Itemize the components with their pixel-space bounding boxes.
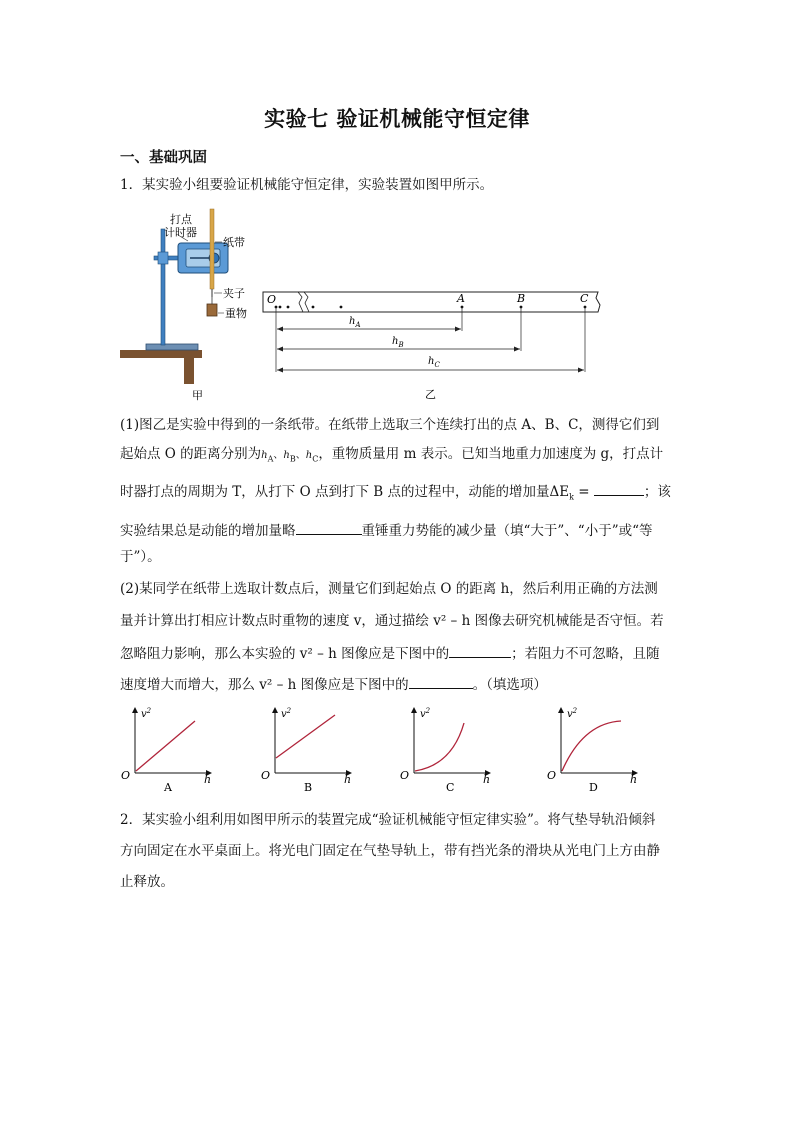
graph-D-origin: O bbox=[547, 769, 557, 782]
graph-D bbox=[547, 707, 637, 794]
dot bbox=[340, 306, 343, 309]
question-1-intro: 1．某实验小组要验证机械能守恒定律，实验装置如图甲所示。 bbox=[120, 177, 494, 193]
q1-part2-line3-a: 忽略阻力影响，那么本实验的 v² – h 图像应是下图中的 bbox=[120, 646, 450, 662]
table-top bbox=[120, 350, 202, 358]
label-timer-2: 计时器 bbox=[164, 226, 197, 239]
answer-blank-delta-ek[interactable] bbox=[594, 482, 644, 496]
q1-part2-line4 bbox=[120, 675, 547, 694]
graph-options bbox=[115, 703, 655, 799]
dot bbox=[312, 306, 315, 309]
point-B-label: B bbox=[517, 292, 526, 305]
q1-part1-line2: 起始点 O 的距离分别为$h_A$、$h_B$、$h_C$，重物质量用 m 表示。已知当地重力加速度为 g，打点计 bbox=[120, 446, 664, 464]
q1-part1-line1: (1)图乙是实验中得到的一条纸带。在纸带上选取三个连续打出的点 A、B、C，测得它们到 bbox=[120, 417, 660, 433]
q1-part2-line2: 量并计算出打相应计数点时重物的速度 v，通过描绘 v² – h 图像去研究机械能是否守恒。若 bbox=[120, 613, 664, 629]
q1-part2-line3 bbox=[120, 644, 660, 663]
q1-part1-line4 bbox=[120, 521, 653, 540]
label-tape: 纸带 bbox=[223, 236, 245, 249]
q1-part2-line4-a: 速度增大而增大，那么 v² – h 图像应是下图中的 bbox=[120, 677, 409, 693]
graph-A-curve bbox=[136, 721, 195, 771]
graph-B-letter: B bbox=[304, 781, 313, 794]
dot bbox=[279, 306, 282, 309]
graph-D-ylabel: $v^2$ bbox=[567, 707, 578, 720]
q1-part1-line3-a: 时器打点的周期为 T，从打下 O 点到打下 B 点的过程中，动能的增加量ΔE bbox=[120, 484, 570, 500]
graph-B-ylabel: $v^2$ bbox=[281, 707, 292, 720]
stand-base bbox=[146, 344, 198, 350]
graph-C-xlabel: h bbox=[483, 773, 491, 786]
figure-tape bbox=[258, 285, 608, 400]
point-C-label: C bbox=[580, 292, 589, 305]
label-clip: 夹子 bbox=[223, 287, 245, 300]
graph-C bbox=[400, 707, 490, 794]
graph-C-origin: O bbox=[400, 769, 410, 782]
q1-part2-line4-b: 。（填选项） bbox=[472, 677, 547, 693]
q1-part1-line2-h: h bbox=[261, 450, 268, 461]
point-A-label: A bbox=[457, 292, 465, 305]
graph-A-origin: O bbox=[121, 769, 131, 782]
table-leg bbox=[184, 358, 194, 384]
question-2-line1: 2．某实验小组利用如图甲所示的装置完成“验证机械能守恒定律实验”。将气垫导轨沿倾斜 bbox=[120, 812, 656, 828]
graph-C-letter: C bbox=[446, 781, 455, 794]
graph-C-ylabel: $v^2$ bbox=[420, 707, 431, 720]
graph-A-xlabel: h bbox=[204, 773, 212, 786]
graph-A bbox=[121, 707, 211, 794]
q1-part1-line5: 于”）。 bbox=[120, 549, 161, 565]
weight-block bbox=[207, 304, 217, 316]
label-hB: $h_B$ bbox=[392, 336, 404, 349]
q1-part1-line4-b: 重锤重力势能的减少量（填“大于”、“小于”或“等 bbox=[361, 523, 653, 539]
section-heading: 一、基础巩固 bbox=[120, 150, 207, 166]
answer-blank-graph-2[interactable] bbox=[409, 675, 473, 689]
label-weight: 重物 bbox=[225, 307, 247, 320]
graph-B-xlabel: h bbox=[344, 773, 352, 786]
stand-rod bbox=[161, 229, 165, 345]
q1-part2-line3-b: ；若阻力不可忽略，且随 bbox=[511, 646, 660, 662]
graph-B-curve bbox=[276, 715, 335, 758]
q1-part1-line4-a: 实验结果总是动能的增加量略 bbox=[120, 523, 296, 539]
q1-part1-line3-k: k bbox=[569, 492, 574, 502]
stand-clamp bbox=[158, 252, 168, 264]
graph-D-letter: D bbox=[589, 781, 598, 794]
graph-B-origin: O bbox=[261, 769, 271, 782]
q1-part1-line2-a: 起始点 O 的距离分别为 bbox=[120, 446, 262, 462]
graph-A-letter: A bbox=[164, 781, 172, 794]
graph-A-ylabel: $v^2$ bbox=[141, 707, 152, 720]
figure-apparatus bbox=[118, 205, 258, 405]
graph-B bbox=[261, 707, 351, 794]
q1-part1-line2-c: ，重物质量用 m 表示。已知当地重力加速度为 g，打点计 bbox=[318, 446, 664, 462]
dot bbox=[287, 306, 290, 309]
q1-part1-line3-eq: = bbox=[578, 484, 590, 500]
paper-tape bbox=[210, 209, 214, 289]
page-title: 实验七 验证机械能守恒定律 bbox=[264, 107, 530, 131]
q1-part1-line3-d: ；该 bbox=[643, 484, 671, 500]
q1-part2-line1: (2)某同学在纸带上选取计数点后，测量它们到起始点 O 的距离 h，然后利用正确的方法测 bbox=[120, 581, 658, 597]
tape-strip bbox=[263, 292, 600, 312]
point-O-label: O bbox=[267, 293, 277, 306]
answer-blank-graph-1[interactable] bbox=[449, 644, 511, 658]
label-hC: $h_C$ bbox=[428, 356, 440, 369]
answer-blank-compare[interactable] bbox=[296, 521, 362, 535]
graph-D-curve bbox=[562, 721, 621, 771]
caption-jia: 甲 bbox=[192, 389, 203, 402]
q1-part1-line3 bbox=[120, 482, 671, 507]
label-hA: $h_A$ bbox=[349, 316, 361, 329]
graph-D-xlabel: h bbox=[630, 773, 638, 786]
label-timer-1: 打点 bbox=[170, 213, 192, 226]
graph-C-curve bbox=[415, 723, 464, 771]
question-2-line2: 方向固定在水平桌面上。将光电门固定在气垫导轨上，带有挡光条的滑块从光电门上方由静 bbox=[120, 843, 660, 859]
question-2-line3: 止释放。 bbox=[120, 874, 174, 890]
caption-yi: 乙 bbox=[425, 388, 436, 400]
